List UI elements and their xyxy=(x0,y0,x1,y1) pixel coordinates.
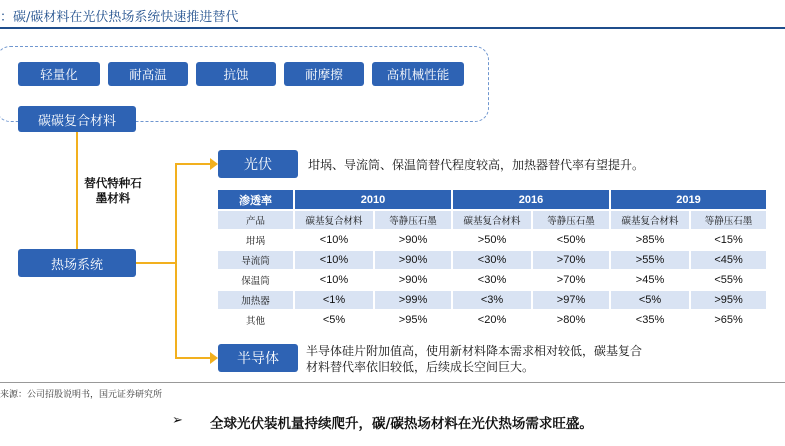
table-row xyxy=(218,310,767,330)
semiconductor-note-line1: 半导体硅片附加值高，使用新材料降本需求相对较低，碳基复合 xyxy=(306,344,643,358)
row-label: 坩埚 xyxy=(218,230,294,250)
table-cell: <1% xyxy=(294,290,374,310)
semi-connector xyxy=(175,357,213,359)
table-row xyxy=(218,290,767,310)
source-divider xyxy=(0,382,785,383)
branch-connector-v xyxy=(175,163,177,358)
table-cell: <45% xyxy=(690,250,767,270)
table-cell: >70% xyxy=(532,250,610,270)
semi-arrow-icon xyxy=(210,352,218,364)
table-cell: >99% xyxy=(374,290,452,310)
table-cell: <30% xyxy=(452,250,532,270)
column-header: 碳基复合材料 xyxy=(452,210,532,230)
table-cell: >95% xyxy=(690,290,767,310)
title-divider xyxy=(0,27,785,29)
table-cell: <3% xyxy=(452,290,532,310)
row-label: 导流筒 xyxy=(218,250,294,270)
column-header: 碳基复合材料 xyxy=(610,210,690,230)
year-header: 2010 xyxy=(294,190,452,210)
table-cell: <10% xyxy=(294,250,374,270)
table-cell: >90% xyxy=(374,270,452,290)
table-cell: >90% xyxy=(374,250,452,270)
table-cell: >45% xyxy=(610,270,690,290)
penetration-table xyxy=(218,190,768,331)
table-cell: <5% xyxy=(610,290,690,310)
table-cell: <55% xyxy=(690,270,767,290)
table-cell: >90% xyxy=(374,230,452,250)
pv-box: 光伏 xyxy=(218,150,298,178)
row-label: 其他 xyxy=(218,310,294,330)
table-cell: >55% xyxy=(610,250,690,270)
table-row xyxy=(218,230,767,250)
pv-connector xyxy=(175,163,213,165)
property-wear-resistance: 耐摩擦 xyxy=(284,62,364,86)
semiconductor-note-line2: 材料替代率依旧较低，后续成长空间巨大。 xyxy=(306,360,535,374)
year-header: 2016 xyxy=(452,190,610,210)
branch-connector-h xyxy=(136,262,176,264)
table-cell: <10% xyxy=(294,270,374,290)
property-corrosion-resistance: 抗蚀 xyxy=(196,62,276,86)
table-row xyxy=(218,270,767,290)
pv-arrow-icon xyxy=(210,158,218,170)
column-header: 等静压石墨 xyxy=(532,210,610,230)
row-label: 保温筒 xyxy=(218,270,294,290)
material-connector xyxy=(76,132,78,249)
property-heat-resistance: 耐高温 xyxy=(108,62,188,86)
summary-heading: 全球光伏装机量持续爬升，碳/碳热场材料在光伏热场需求旺盛。 xyxy=(210,416,593,432)
column-header: 碳基复合材料 xyxy=(294,210,374,230)
table-cell: <5% xyxy=(294,310,374,330)
table-cell: <20% xyxy=(452,310,532,330)
table-corner: 渗透率 xyxy=(218,190,294,210)
table-cell: >80% xyxy=(532,310,610,330)
source-note: 来源：公司招股说明书，国元证券研究所 xyxy=(0,390,163,400)
row-label: 加热器 xyxy=(218,290,294,310)
material-box: 碳碳复合材料 xyxy=(18,106,136,132)
column-header: 产品 xyxy=(218,210,294,230)
property-lightweight: 轻量化 xyxy=(18,62,100,86)
table-cell: >50% xyxy=(452,230,532,250)
table-cell: <15% xyxy=(690,230,767,250)
table-cell: >65% xyxy=(690,310,767,330)
table-cell: >85% xyxy=(610,230,690,250)
table-cell: >95% xyxy=(374,310,452,330)
figure-title: ：碳/碳材料在光伏热场系统快速推进替代 xyxy=(0,10,239,25)
bullet-arrow-icon: ➢ xyxy=(172,413,183,428)
year-header: 2019 xyxy=(610,190,767,210)
table-row xyxy=(218,250,767,270)
replace-label: 替代特种石墨材料 xyxy=(84,176,142,205)
semiconductor-box: 半导体 xyxy=(218,344,298,372)
table-cell: <35% xyxy=(610,310,690,330)
pv-note: 坩埚、导流筒、保温筒替代程度较高，加热器替代率有望提升。 xyxy=(308,158,645,172)
property-mechanical-performance: 高机械性能 xyxy=(372,62,464,86)
table-cell: >97% xyxy=(532,290,610,310)
table-cell: <30% xyxy=(452,270,532,290)
table-cell: >70% xyxy=(532,270,610,290)
column-header: 等静压石墨 xyxy=(374,210,452,230)
thermal-system-box: 热场系统 xyxy=(18,249,136,277)
table-cell: <10% xyxy=(294,230,374,250)
column-header: 等静压石墨 xyxy=(690,210,767,230)
table-cell: <50% xyxy=(532,230,610,250)
